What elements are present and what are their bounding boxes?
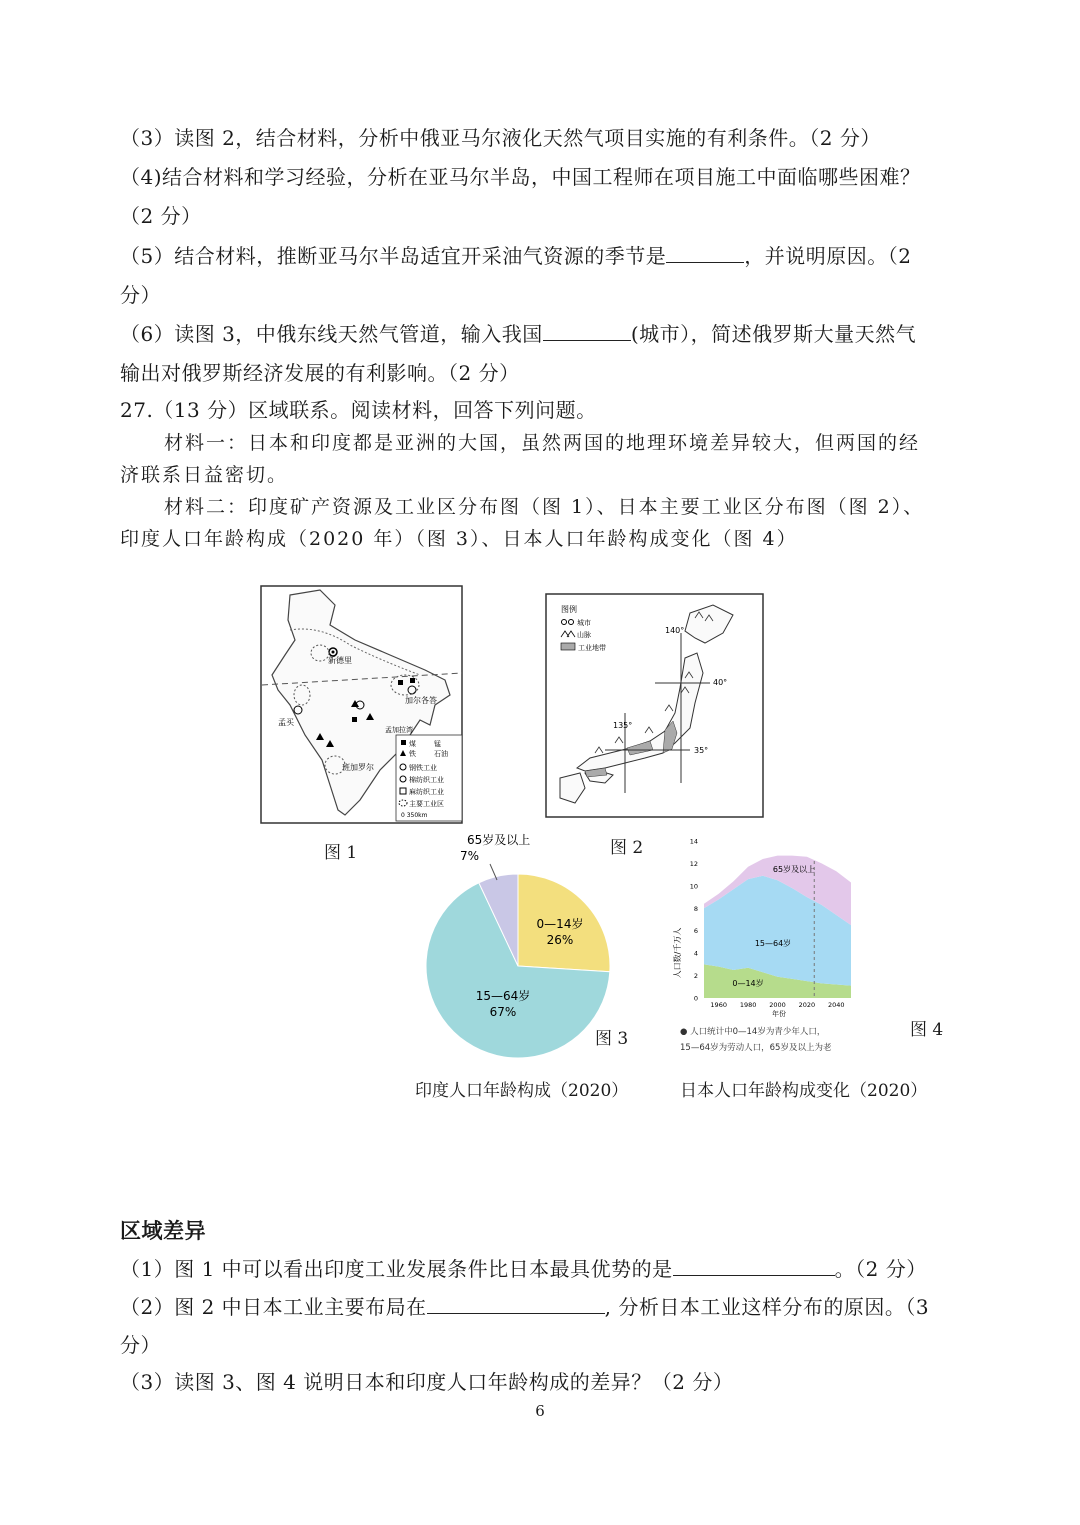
y-axis-label: 人口数/千万人: [673, 927, 682, 979]
question-4b: （2 分）: [120, 204, 202, 228]
scale-bar: 0 350km: [401, 812, 428, 819]
legend-manganese: 锰: [434, 740, 441, 748]
area-label-65plus: 65岁及以上: [772, 865, 816, 874]
city-label-4: 班加罗尔: [342, 763, 374, 772]
s1-answer-blank[interactable]: [673, 1257, 835, 1276]
question-3: （3）读图 2，结合材料，分析中俄亚马尔液化天然气项目实施的有利条件。（2 分）: [120, 126, 881, 150]
material-2b: 印度人口年龄构成（2020 年）（图 3）、日本人口年龄构成变化（图 4）: [120, 528, 798, 550]
y-tick-6: 6: [693, 927, 698, 936]
legend-title: 图例: [561, 605, 577, 614]
legend-mountain: 山脉: [577, 631, 591, 639]
s1-text: （1）图 1 中可以看出印度工业发展条件比日本最具优势的是: [120, 1257, 673, 1281]
x-axis-label: 年份: [772, 1010, 786, 1018]
legend-industrial-zone: 主要工业区: [409, 800, 444, 808]
longitude-140: 140°: [665, 626, 685, 635]
figure-3-caption: 图 3: [595, 1029, 629, 1049]
x-tick-2020: 2020: [798, 1001, 816, 1009]
legend-jute: 麻纺织工业: [409, 788, 444, 796]
area-label-0-14: 0—14岁: [732, 979, 764, 988]
section-question-2b: 分）: [120, 1333, 161, 1357]
legend-city: 城市: [577, 619, 591, 627]
y-tick-4: 4: [693, 949, 698, 958]
question-4a: （4)结合材料和学习经验，分析在亚马尔半岛，中国工程师在项目施工中面临哪些困难？: [120, 165, 921, 189]
figure-4-caption: 图 4: [910, 1020, 944, 1040]
city-label-2: 加尔各答: [405, 696, 437, 705]
s2-text: （2）图 2 中日本工业主要布局在: [120, 1295, 427, 1319]
y-tick-0: 0: [693, 994, 698, 1003]
figure-3-title: 印度人口年龄构成（2020）: [415, 1081, 629, 1101]
s1-text-post: 。（2 分）: [834, 1257, 927, 1281]
legend-iron: 铁: [409, 750, 416, 758]
legend-oil: 石油: [434, 750, 448, 758]
y-tick-2: 2: [693, 972, 698, 981]
question-27-title: 27.（13 分）区域联系。阅读材料，回答下列问题。: [120, 398, 597, 422]
y-tick-8: 8: [693, 904, 698, 913]
pie-label-65plus: 65岁及以上: [467, 833, 531, 847]
chart-note-line1: ● 人口统计中0—14岁为青少年人口，: [680, 1027, 826, 1037]
legend-steel: 钢铁工业: [409, 764, 437, 772]
pie-value-15-64: 67%: [489, 1005, 517, 1019]
figure-1-caption: 图 1: [324, 843, 358, 863]
material-2a: 材料二：印度矿产资源及工业区分布图（图 1）、日本主要工业区分布图（图 2）、: [164, 496, 925, 518]
question-5b: 分）: [120, 283, 161, 307]
chart-note-line2: 15—64岁为劳动人口，65岁及以上为老: [680, 1043, 832, 1053]
section-question-2: [120, 1295, 929, 1319]
x-tick-1960: 1960: [710, 1001, 727, 1009]
y-tick-10: 10: [689, 882, 698, 891]
q5-answer-blank[interactable]: [666, 244, 744, 263]
y-tick-12: 12: [689, 859, 698, 868]
latitude-40: 40°: [713, 678, 728, 687]
y-tick-14: 14: [689, 837, 698, 846]
legend-coal: 煤: [409, 740, 416, 748]
q5-text: （5）结合材料，推断亚马尔半岛适宜开采油气资源的季节是: [120, 244, 667, 268]
section-question-1: [120, 1257, 927, 1281]
figure-4-area-chart: [668, 833, 858, 1065]
q6-answer-blank[interactable]: [543, 322, 631, 341]
q5-text-post: ，并说明原因。（2: [744, 244, 912, 268]
city-label-3: 孟买: [278, 718, 294, 727]
x-tick-1980: 1980: [739, 1001, 757, 1009]
s2-text-post: , 分析日本工业这样分布的原因。（3: [604, 1295, 930, 1319]
area-label-15-64: 15—64岁: [754, 939, 792, 948]
figure-1-india-map: [260, 585, 464, 825]
city-label-1: 新德里: [328, 656, 352, 665]
legend-industrial-belt: 工业地带: [578, 644, 606, 652]
pie-label-0-14: 0—14岁: [536, 917, 584, 931]
s2-answer-blank[interactable]: [427, 1295, 605, 1314]
longitude-135: 135°: [613, 721, 633, 730]
x-tick-2000: 2000: [769, 1001, 786, 1009]
section-heading: 区域差异: [120, 1218, 206, 1243]
legend-cotton: 棉纺织工业: [409, 776, 444, 784]
page-number: 6: [535, 1402, 545, 1420]
material-1a: 材料一：日本和印度都是亚洲的大国，虽然两国的地理环境差异较大，但两国的经: [164, 432, 921, 454]
question-5a: [120, 244, 911, 268]
x-tick-2040: 2040: [828, 1001, 845, 1009]
q6-text: （6）读图 3，中俄东线天然气管道，输入我国: [120, 322, 543, 346]
question-6a: [120, 322, 916, 346]
pie-value-65plus: 7%: [460, 849, 480, 863]
sea-label: 孟加拉湾: [385, 726, 413, 734]
figure-4-title: 日本人口年龄构成变化（2020）: [680, 1081, 928, 1101]
question-6b: 输出对俄罗斯经济发展的有利影响。（2 分）: [120, 361, 520, 385]
latitude-35: 35°: [694, 746, 709, 755]
section-question-3: （3）读图 3、图 4 说明日本和印度人口年龄构成的差异？（2 分）: [120, 1370, 734, 1394]
pie-value-0-14: 26%: [546, 933, 574, 947]
figure-2-japan-map: [545, 593, 765, 819]
pie-label-15-64: 15—64岁: [475, 989, 531, 1003]
figure-2-caption: 图 2: [610, 838, 644, 858]
q6-text-post: (城市），简述俄罗斯大量天然气: [630, 322, 917, 346]
material-1b: 济联系日益密切。: [120, 464, 289, 486]
